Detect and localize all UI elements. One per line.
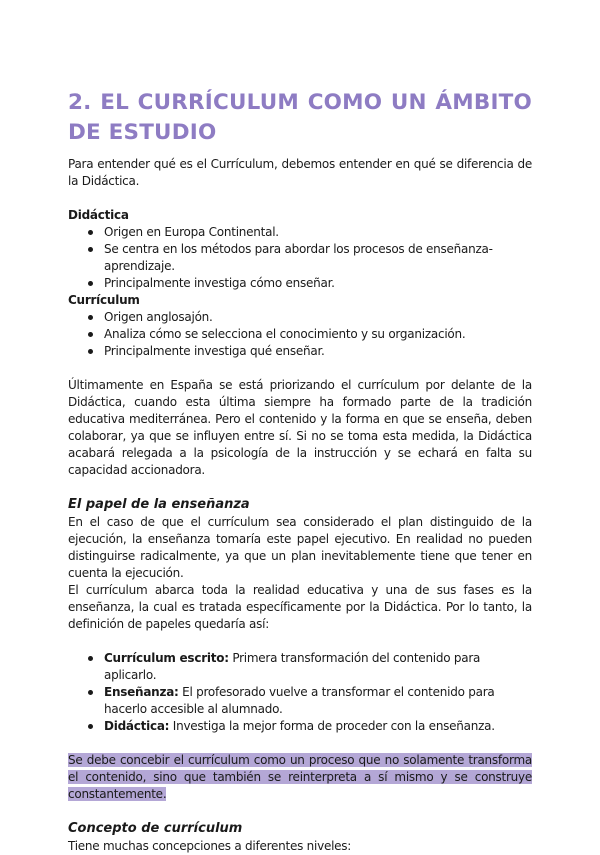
page-title <box>68 88 532 148</box>
papel-paragraph-1: En el caso de que el currículum sea considerado el plan distinguido de la ejecución, la enseñanza tomaría este papel ejecutivo. En realidad no pueden distinguirse radicalmente, ya que un plan inevitablemente tiene que tener en cuenta la ejecución. <box>68 515 532 580</box>
title-line-1: 2. EL CURRÍCULUM COMO UN ÁMBITO <box>68 90 532 115</box>
didactica-label: Didáctica <box>68 208 129 222</box>
role-term: Enseñanza: <box>104 685 179 699</box>
list-item: Analiza cómo se selecciona el conocimiento y su organización. <box>68 326 532 343</box>
role-text: Investiga la mejor forma de proceder con la enseñanza. <box>169 719 495 733</box>
section-heading-papel: El papel de la enseñanza <box>68 497 250 512</box>
list-item: Principalmente investiga cómo enseñar. <box>68 275 532 292</box>
curriculum-label: Currículum <box>68 293 140 307</box>
list-item: Se centra en los métodos para abordar los procesos de enseñanza-aprendizaje. <box>68 241 532 275</box>
didactica-list <box>68 224 532 292</box>
title-line-2: DE ESTUDIO <box>68 120 217 145</box>
espana-paragraph: Últimamente en España se está priorizando el currículum por delante de la Didáctica, cuando esta última siempre ha formado parte de la tradición educativa mediterránea. Pero el contenido y la forma en que se enseña, deben colaborar, ya que se influyen entre sí. Si no se toma esta medida, la Didáctica acabará relegada a la psicología de la instrucción y se echará en falta su capacidad accionadora. <box>68 378 532 477</box>
role-item <box>68 684 532 718</box>
role-text: El profesorado vuelve a transformar el contenido para hacerlo accesible al alumnado. <box>104 685 495 716</box>
roles-list <box>68 650 532 735</box>
role-item <box>68 718 532 735</box>
curriculum-list <box>68 309 532 360</box>
highlight-text: Se debe concebir el currículum como un proceso que no solamente transforma el contenido, sino que también se reinterpreta a sí mismo y se construye constantemente. <box>68 753 532 801</box>
highlighted-paragraph <box>68 752 532 803</box>
role-term: Didáctica: <box>104 719 170 733</box>
section-heading-concepto: Concepto de currículum <box>68 821 243 836</box>
intro-paragraph: Para entender qué es el Currículum, debemos entender en qué se diferencia de la Didáctica. <box>68 157 532 188</box>
role-text: Primera transformación del contenido para aplicarlo. <box>104 651 481 682</box>
list-item: Principalmente investiga qué enseñar. <box>68 343 532 360</box>
list-item: Origen en Europa Continental. <box>68 224 532 241</box>
document-content <box>68 88 532 855</box>
role-term: Currículum escrito: <box>104 651 229 665</box>
concepto-paragraph: Tiene muchas concepciones a diferentes niveles: <box>68 839 352 853</box>
list-item: Origen anglosajón. <box>68 309 532 326</box>
role-item <box>68 650 532 684</box>
papel-paragraph-2: El currículum abarca toda la realidad educativa y una de sus fases es la enseñanza, la cual es tratada específicamente por la Didáctica. Por lo tanto, la definición de papeles quedaría así: <box>68 583 532 631</box>
